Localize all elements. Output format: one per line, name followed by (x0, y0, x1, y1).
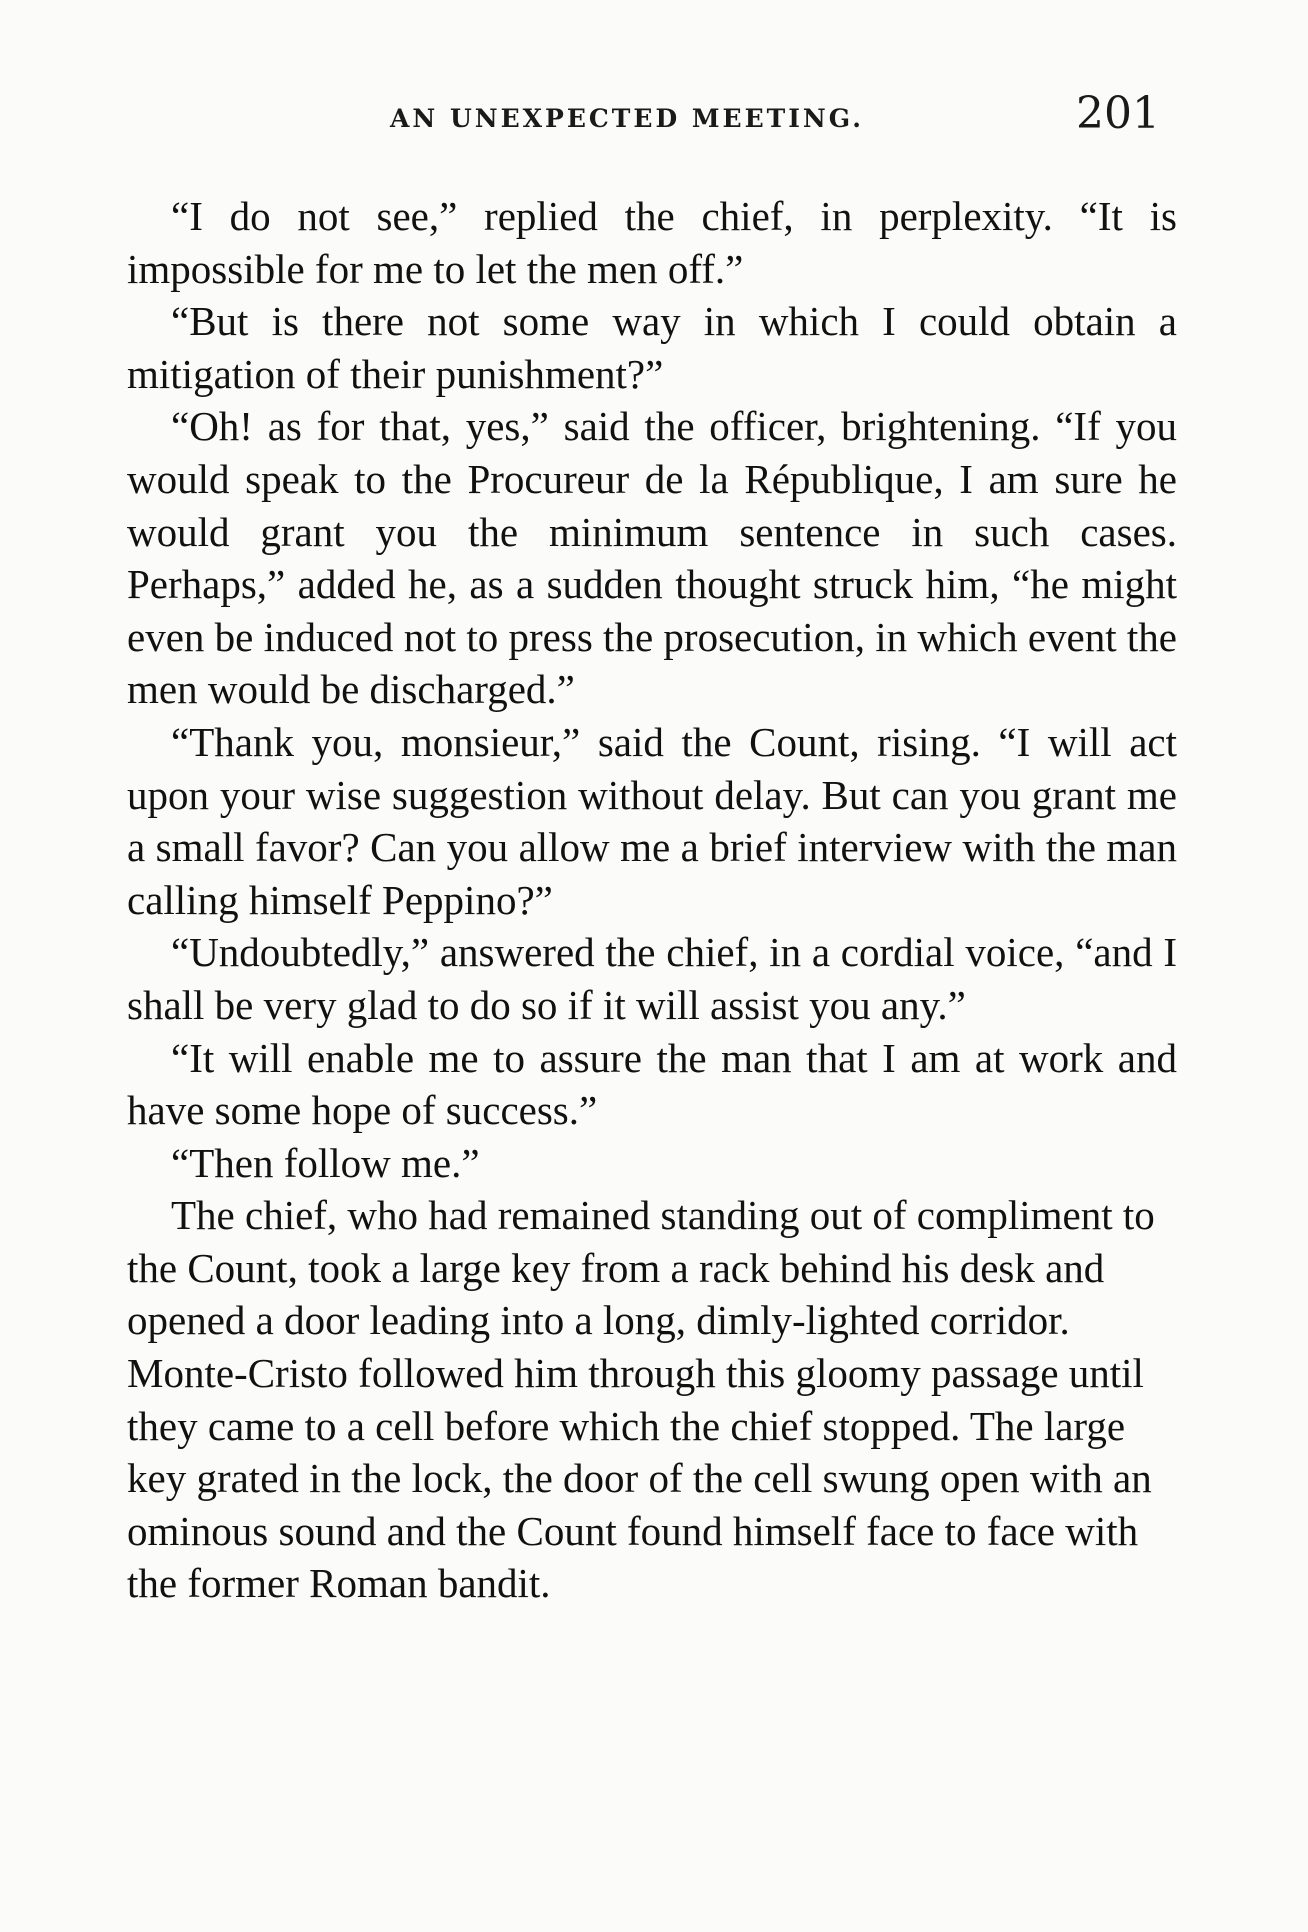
paragraph: “But is there not some way in which I could obtain a mitigation of their punishment?” (127, 298, 1177, 397)
paragraph: “Undoubtedly,” answered the chief, in a cordial voice, “and I shall be very glad to do so if it will assist you any.” (127, 929, 1177, 1028)
page-header (390, 88, 1170, 148)
paragraph: “Oh! as for that, yes,” said the officer, brightening. “If you would speak to the Procureur de la République, I am sure he would grant you the minimum sentence in such cases. Perhaps,” added he, as a sudden thought struck him, “he might even be induced not to press the prosecution, in which event the men would be discharged.” (127, 403, 1177, 713)
paragraph: “It will enable me to assure the man that I am at work and have some hope of success.” (127, 1034, 1177, 1134)
body-text (127, 190, 1177, 1610)
page-number: 201 (1076, 88, 1160, 139)
paragraph: The chief, who had remained standing out of compliment to the Count, took a large key from a rack behind his desk and opened a door leading into a long, dimly-lighted corridor. Monte-Cristo followed him through this gloomy passage until they came to a cell before which the chief stopped. The large key grated in the lock, the door of the cell swung open with an ominous sound and the Count found himself face to face with the former Roman bandit. (127, 1192, 1155, 1607)
paragraph: “I do not see,” replied the chief, in perplexity. “It is impossible for me to let the men off.” (127, 193, 1177, 292)
paragraph: “Then follow me.” (171, 1139, 480, 1186)
paragraph: “Thank you, monsieur,” said the Count, rising. “I will act upon your wise suggestion without delay. But can you grant me a small favor? Can you allow me a brief interview with the man calling himself Peppino?” (127, 718, 1177, 923)
running-head: AN UNEXPECTED MEETING. (390, 104, 864, 133)
